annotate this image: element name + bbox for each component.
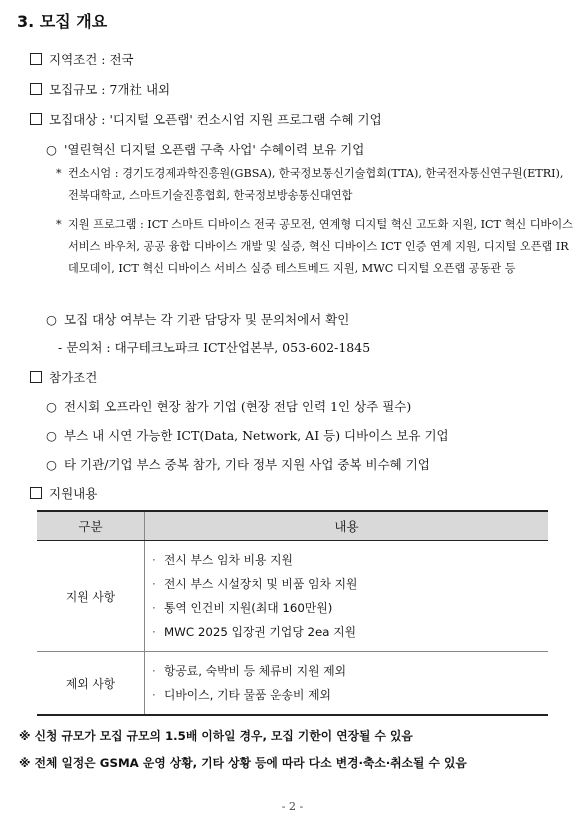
condition-item	[46, 397, 411, 415]
program-note	[56, 214, 574, 280]
asterisk-icon: *	[56, 218, 62, 231]
item-text: 항공료, 숙박비 등 체류비 지원 제외	[164, 664, 347, 678]
program-text: 지원 프로그램 : ICT 스마트 디바이스 전국 공모전, 연계형 디지털 혁신 고도화 지원, ICT 혁신 디바이스 서비스 바우처, 공공 융합 디바이스 개발 및 실증, 혁신 디바이스 ICT 인증 연계 지원, 디지털 오픈랩 IR 데모데이, ICT 혁신 디바이스 서비스 실증 테스트베드 지원, MWC 디지털 오픈랩 공동관 등	[68, 218, 573, 275]
middle-dot-icon: ·	[152, 601, 156, 615]
scale-text: 모집규모 : 7개社 내외	[49, 82, 171, 97]
checkbox-icon	[30, 113, 42, 125]
item-text: MWC 2025 입장권 기업당 2ea 지원	[164, 625, 357, 639]
circle-bullet-icon: ○	[46, 312, 57, 327]
list-item	[152, 572, 547, 596]
checkbox-icon	[30, 487, 42, 499]
page-number: - 2 -	[281, 800, 304, 813]
table-row	[37, 652, 548, 716]
checkbox-icon	[30, 53, 42, 65]
checkbox-icon	[30, 371, 42, 383]
row-category: 제외 사항	[37, 652, 145, 716]
item-text: 전시 부스 임차 비용 지원	[164, 553, 293, 567]
circle-bullet-icon: ○	[46, 428, 57, 443]
condition-item	[46, 426, 449, 444]
target-text: 모집대상 : '디지털 오픈랩' 컨소시엄 지원 프로그램 수혜 기업	[49, 112, 382, 127]
circle-bullet-icon: ○	[46, 399, 57, 414]
item-text: 디바이스, 기타 물품 운송비 제외	[164, 688, 331, 702]
region-text: 지역조건 : 전국	[49, 52, 134, 67]
target-sub-text: '열린혁신 디지털 오픈랩 구축 사업' 수혜이력 보유 기업	[64, 142, 365, 157]
section-title: 3. 모집 개요	[17, 12, 108, 31]
region-condition	[30, 50, 134, 68]
middle-dot-icon: ·	[152, 577, 156, 591]
list-item	[152, 620, 547, 644]
row-content	[145, 541, 549, 652]
note-extension: ※ 신청 규모가 모집 규모의 1.5배 이하일 경우, 모집 기한이 연장될 수 있음	[19, 729, 413, 743]
condition-item	[46, 455, 430, 473]
list-item	[152, 596, 547, 620]
target-sub-item	[46, 140, 364, 158]
support-heading	[30, 484, 97, 502]
recruit-scale	[30, 80, 170, 98]
table-header-row	[37, 511, 548, 541]
support-table	[37, 510, 548, 716]
conditions-heading	[30, 368, 97, 386]
row-content	[145, 652, 549, 716]
header-category: 구분	[37, 511, 145, 541]
target-sub-item	[46, 310, 349, 328]
contact-info: - 문의처 : 대구테크노파크 ICT산업본부, 053-602-1845	[58, 340, 371, 355]
note-schedule: ※ 전체 일정은 GSMA 운영 상황, 기타 상황 등에 따라 다소 변경·축소·취소될 수 있음	[19, 756, 467, 770]
item-text: 전시 부스 시설장치 및 비품 임차 지원	[164, 577, 358, 591]
circle-bullet-icon: ○	[46, 142, 57, 157]
consortium-text: 컨소시엄 : 경기도경제과학진흥원(GBSA), 한국정보통신기술협회(TTA), 한국전자통신연구원(ETRI), 전북대학교, 스마트기술진흥협회, 한국정보방송통신대연합	[68, 167, 564, 202]
exclusion-item-list	[146, 653, 547, 713]
list-item	[152, 659, 547, 683]
recruit-target	[30, 110, 382, 128]
middle-dot-icon: ·	[152, 553, 156, 567]
conditions-title: 참가조건	[49, 370, 98, 385]
consortium-note	[56, 163, 574, 207]
condition-text: 전시회 오프라인 현장 참가 기업 (현장 전담 인력 1인 상주 필수)	[64, 399, 412, 414]
row-category: 지원 사항	[37, 541, 145, 652]
table-row	[37, 541, 548, 652]
support-title: 지원내용	[49, 486, 98, 501]
checkbox-icon	[30, 83, 42, 95]
condition-text: 부스 내 시연 가능한 ICT(Data, Network, AI 등) 디바이스 보유 기업	[64, 428, 449, 443]
asterisk-icon: *	[56, 167, 62, 180]
middle-dot-icon: ·	[152, 625, 156, 639]
middle-dot-icon: ·	[152, 688, 156, 702]
middle-dot-icon: ·	[152, 664, 156, 678]
list-item	[152, 548, 547, 572]
target-check-text: 모집 대상 여부는 각 기관 담당자 및 문의처에서 확인	[64, 312, 350, 327]
item-text: 통역 인건비 지원(최대 160만원)	[164, 601, 333, 615]
condition-text: 타 기관/기업 부스 중복 참가, 기타 정부 지원 사업 중복 비수혜 기업	[64, 457, 430, 472]
list-item	[152, 683, 547, 707]
support-item-list	[146, 542, 547, 650]
header-content: 내용	[145, 511, 549, 541]
circle-bullet-icon: ○	[46, 457, 57, 472]
